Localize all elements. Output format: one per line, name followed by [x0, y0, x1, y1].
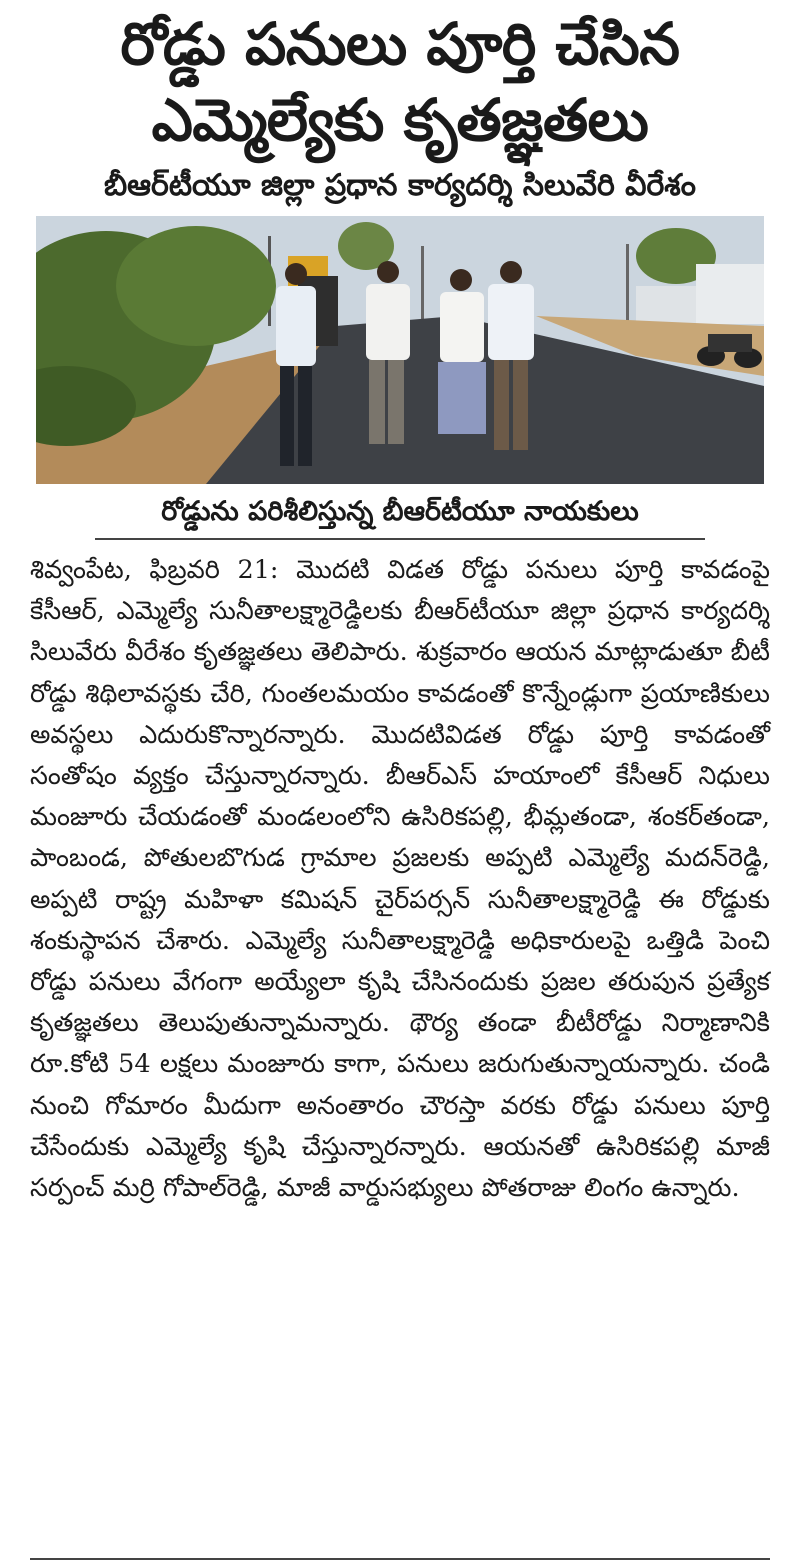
- headline-line-1: రోడ్డు పనులు పూర్తి చేసిన: [120, 10, 680, 78]
- caption-divider: [95, 538, 705, 540]
- news-photo: [36, 216, 764, 484]
- photo-caption: రోడ్డును పరిశీలిస్తున్న బీఆర్‌టీయూ నాయకులు: [161, 496, 639, 527]
- road-inspection-photo: [36, 216, 764, 484]
- article-body: శివ్వంపేట, ఫిబ్రవరి 21: మొదటి విడత రోడ్డు పనులు పూర్తి కావడంపై కేసీఆర్, ఎమ్మెల్యే సునీతాలక్ష్మారెడ్డిలకు బీఆర్‌టీయూ జిల్లా ప్రధాన కార్యదర్శి సిలువేరు వీరేశం కృతజ్ఞతలు తెలిపారు. శుక్రవారం ఆయన మాట్లాడుతూ బీటీ రోడ్డు శిథిలావస్థకు చేరి, గుంతలమయం కావడంతో కొన్నేండ్లుగా ప్రయాణికులు అవస్థలు ఎదురుకొన్నారన్నారు. మొదటివిడత రోడ్డు పూర్తి కావడంతో సంతోషం వ్యక్తం చేస్తున్నారన్నారు. బీఆర్ఎస్ హయాంలో కేసీఆర్ నిధులు మంజూరు చేయడంతో మండలంలోని ఉసిరికపల్లి, భీమ్లతండా, శంకర్‌తండా, పాంబండ, పోతులబొగుడ గ్రామాల ప్రజలకు అప్పటి ఎమ్మెల్యే మదన్‌రెడ్డి, అప్పటి రాష్ట్ర మహిళా కమిషన్ చైర్‌పర్సన్ సునీతాలక్ష్మారెడ్డి ఈ రోడ్డుకు శంకుస్థాపన చేశారు. ఎమ్మెల్యే సునీతాలక్ష్మారెడ్డి అధికారులపై ఒత్తిడి పెంచి రోడ్డు పనులు వేగంగా అయ్యేలా కృషి చేసినందుకు ప్రజల తరుపున ప్రత్యేక కృతజ్ఞతలు తెలుపుతున్నామన్నారు. థౌర్య తండా బీటీరోడ్డు నిర్మాణానికి రూ.కోటి 54 లక్షలు మంజూరు కాగా, పనులు జరుగుతున్నాయన్నారు. చండి నుంచి గోమారం మీదుగా అనంతారం చౌరస్తా వరకు రోడ్డు పనులు పూర్తి చేసేందుకు ఎమ్మెల్యే కృషి చేస్తున్నారన్నారు. ఆయనతో ఉసిరికపల్లి మాజీ సర్పంచ్ మర్రి గోపాల్‌రెడ్డి, మాజీ వార్డుసభ్యులు పోతరాజు లింగం ఉన్నారు.: [30, 555, 770, 1204]
- bottom-divider: [30, 1558, 770, 1560]
- headline-line-2: ఎమ్మెల్యేకు కృతజ్ఞతలు: [151, 86, 649, 154]
- headline: [30, 0, 770, 158]
- subheadline: బీఆర్‌టీయూ జిల్లా ప్రధాన కార్యదర్శి సిలువేరి వీరేశం: [103, 168, 697, 203]
